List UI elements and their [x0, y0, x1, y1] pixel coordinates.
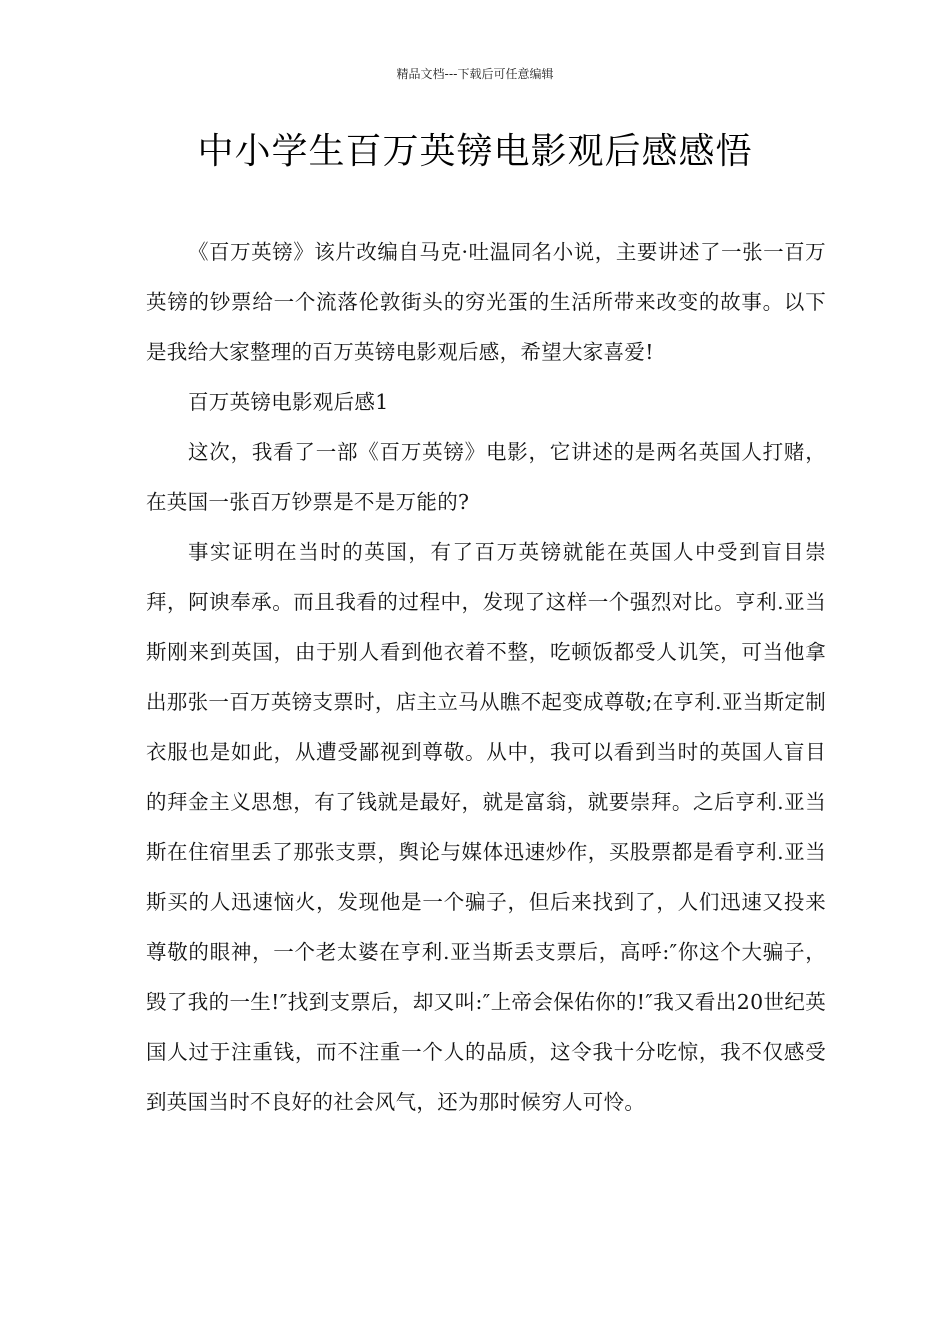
- document-title: 中小学生百万英镑电影观后感感悟: [197, 131, 753, 172]
- paragraph-story: 这次，我看了一部《百万英镑》电影，它讲述的是两名英国人打赌，在英国一张百万钞票是不是万能的?: [146, 440, 826, 514]
- section-heading: 百万英镑电影观后感1: [188, 390, 389, 414]
- document-body: [146, 227, 826, 1127]
- paragraph-intro: 《百万英镑》该片改编自马克·吐温同名小说，主要讲述了一张一百万英镑的钞票给一个流落伦敦街头的穷光蛋的生活所带来改变的故事。以下是我给大家整理的百万英镑电影观后感，希望大家喜爱!: [146, 240, 826, 364]
- paragraph-reflection: 事实证明在当时的英国，有了百万英镑就能在英国人中受到盲目崇拜，阿谀奉承。而且我看的过程中，发现了这样一个强烈对比。亨利.亚当斯刚来到英国，由于别人看到他衣着不整，吃顿饭都受人讥笑，可当他拿出那张一百万英镑支票时，店主立马从瞧不起变成尊敬;在亨利.亚当斯定制衣服也是如此，从遭受鄙视到尊敬。从中，我可以看到当时的英国人盲目的拜金主义思想，有了钱就是最好，就是富翁，就要崇拜。之后亨利.亚当斯在住宿里丢了那张支票，舆论与媒体迅速炒作，买股票都是看亨利.亚当斯买的人迅速恼火，发现他是一个骗子，但后来找到了，人们迅速又投来尊敬的眼神，一个老太婆在亨利.亚当斯丢支票后，高呼:″你这个大骗子，毁了我的一生!″找到支票后，却又叫:″上帝会保佑你的!″我又看出20世纪英国人过于注重钱，而不注重一个人的品质，这令我十分吃惊，我不仅感受到英国当时不良好的社会风气，还为那时候穷人可怜。: [146, 540, 826, 1114]
- header-note: 精品文档---下载后可任意编辑: [396, 67, 554, 81]
